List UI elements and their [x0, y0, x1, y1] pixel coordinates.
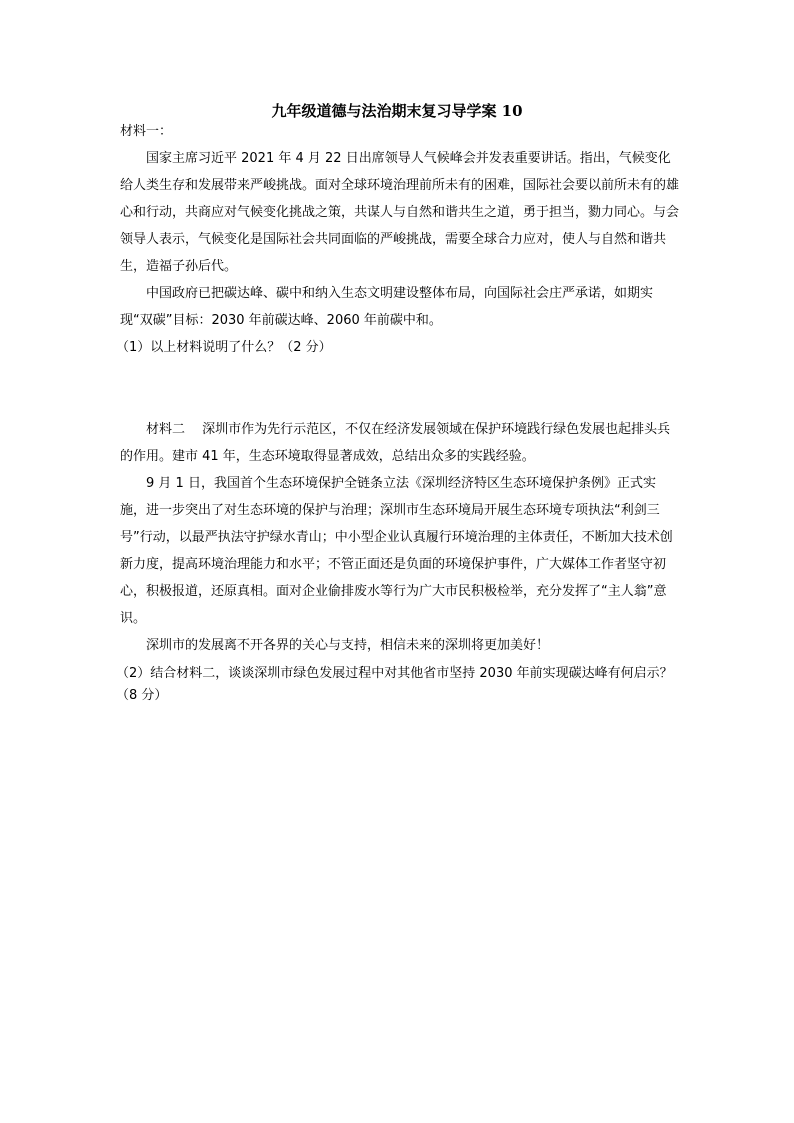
material2-paragraph-1: 材料二 深圳市作为先行示范区，不仅在经济发展领域在保护环境践行绿色发展也起排头兵的作用。建市 41 年，生态环境取得显著成效，总结出众多的实践经验。: [120, 422, 671, 464]
question-1: （1）以上材料说明了什么？（2 分）: [116, 340, 332, 355]
material1-paragraph-1: 国家主席习近平 2021 年 4 月 22 日出席领导人气候峰会并发表重要讲话。指出，气候变化给人类生存和发展带来严峻挑战。面对全球环境治理前所未有的困难，国际社会要以前所未有的雄心和行动，共商应对气候变化挑战之策，共谋人与自然和谐共生之道，勇于担当，勠力同心。与会领导人表示，气候变化是国际社会共同面临的严峻挑战，需要全球合力应对，使人与自然和谐共生，造福子孙后代。: [120, 151, 680, 274]
material1-label: 材料一：: [120, 124, 173, 139]
material2-paragraph-2: 9 月 1 日，我国首个生态环境保护全链条立法《深圳经济特区生态环境保护条例》正式实施，进一步突出了对生态环境的保护与治理；深圳市生态环境局开展生态环境专项执法“利剑三号”行动，以最严执法守护绿水青山；中小型企业认真履行环境治理的主体责任，不断加大技术创新力度，提高环境治理能力和水平；不管正面还是负面的环境保护事件，广大媒体工作者坚守初心，积极报道，还原真相。面对企业偷排废水等行为广大市民积极检举，充分发挥了“主人翁”意识。: [120, 476, 673, 626]
document-title: 九年级道德与法治期末复习导学案 10: [271, 102, 523, 120]
material2-section: [116, 416, 680, 707]
material2-paragraph-3: 深圳市的发展离不开各界的关心与支持，相信未来的深圳将更加美好！: [146, 638, 550, 653]
material1-section: [116, 118, 680, 361]
question-2: （2）结合材料二，谈谈深圳市绿色发展过程中对其他省市坚持 2030 年前实现碳达峰有何启示？（8 分）: [116, 666, 673, 703]
material1-paragraph-2: 中国政府已把碳达峰、碳中和纳入生态文明建设整体布局，向国际社会庄严承诺，如期实现“双碳”目标：2030 年前碳达峰、2060 年前碳中和。: [120, 286, 654, 328]
